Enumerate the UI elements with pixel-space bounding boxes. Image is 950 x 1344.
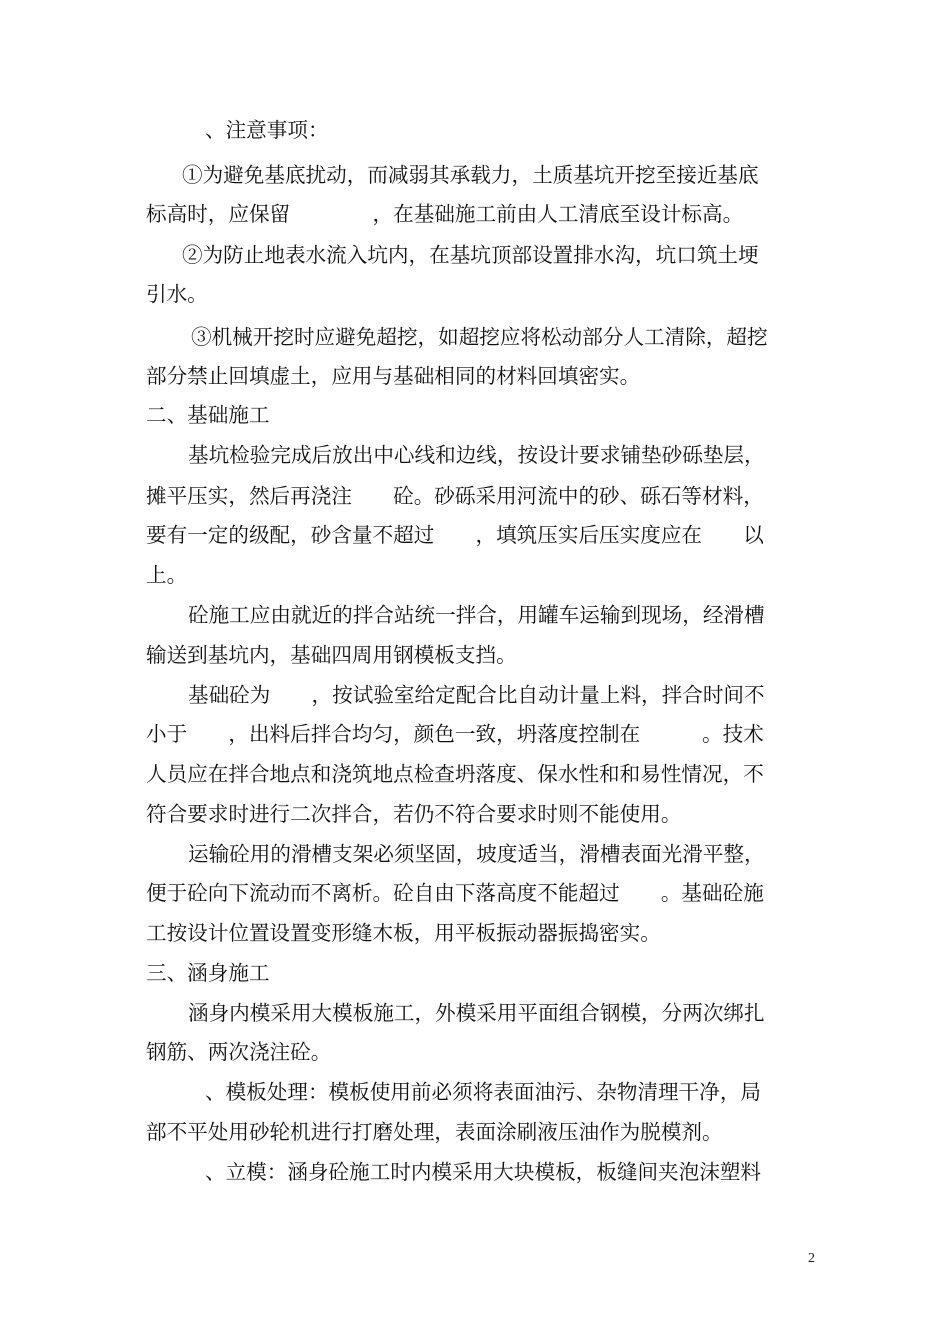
foundation-p1-line-3: 要有一定的级配，砂含量不超过 ，填筑压实后压实度应在 以 [146,523,764,547]
foundation-p1-line-2: 摊平压实，然后再浇注 砼。砂砾采用河流中的砂、砾石等材料， [146,484,764,508]
culvert-formwork-line-1: 、模板处理：模板使用前必须将表面油污、杂物清理干净，局 [205,1080,762,1104]
foundation-p4-line-1: 运输砼用的滑槽支架必须坚固，坡度适当，滑槽表面光滑平整， [188,842,765,866]
note-2-line-1: ②为防止地表水流入坑内，在基坑顶部设置排水沟，坑口筑土埂 [182,243,759,267]
note-2-line-2: 引水。 [146,282,208,306]
page-number: 2 [808,1251,815,1266]
culvert-p1-line-1: 涵身内模采用大模板施工，外模采用平面组合钢模，分两次绑扎 [188,1001,765,1025]
foundation-p3-line-3: 人员应在拌合地点和浇筑地点检查坍落度、保水性和和易性情况，不 [146,762,764,786]
notes-heading: 、注意事项： [205,118,329,142]
section-2-heading: 二、基础施工 [146,403,270,427]
foundation-p4-line-2: 便于砼向下流动而不离析。砼自由下落高度不能超过 。基础砼施 [146,881,764,905]
foundation-p2-line-2: 输送到基坑内，基础四周用钢模板支挡。 [146,643,517,667]
foundation-p3-line-1: 基础砼为 ，按试验室给定配合比自动计量上料，拌合时间不 [188,683,765,707]
foundation-p3-line-4: 符合要求时进行二次拌合，若仍不符合要求时则不能使用。 [146,802,682,826]
foundation-p1-line-1: 基坑检验完成后放出中心线和边线，按设计要求铺垫砂砾垫层， [188,443,765,467]
culvert-erect-line-1: 、立模：涵身砼施工时内模采用大块模板，板缝间夹泡沫塑料 [205,1160,762,1184]
culvert-p1-line-2: 钢筋、两次浇注砼。 [146,1040,332,1064]
section-3-heading: 三、涵身施工 [146,961,270,985]
note-3-line-1: ③机械开挖时应避免超挖，如超挖应将松动部分人工清除，超挖 [191,325,768,349]
foundation-p3-line-2: 小于 ，出料后拌合均匀，颜色一致，坍落度控制在 。技术 [146,722,764,746]
foundation-p2-line-1: 砼施工应由就近的拌合站统一拌合，用罐车运输到现场，经滑槽 [188,603,765,627]
note-1-line-2: 标高时，应保留 ，在基础施工前由人工清底至设计标高。 [146,202,744,226]
note-3-line-2: 部分禁止回填虚土，应用与基础相同的材料回填密实。 [146,364,641,388]
foundation-p4-line-3: 工按设计位置设置变形缝木板，用平板振动器振捣密实。 [146,921,661,945]
culvert-formwork-line-2: 部不平处用砂轮机进行打磨处理，表面涂刷液压油作为脱模剂。 [146,1120,723,1144]
foundation-p1-line-4: 上。 [146,563,188,587]
note-1-line-1: ①为避免基底扰动，而减弱其承载力，土质基坑开挖至接近基底 [182,163,759,187]
